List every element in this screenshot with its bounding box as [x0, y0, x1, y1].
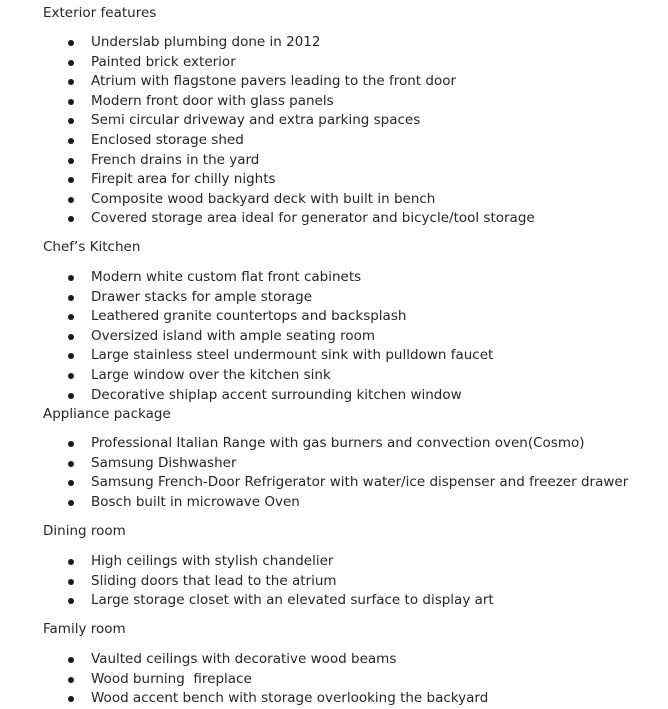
- bullet-icon: [68, 118, 74, 124]
- bullet-icon: [68, 295, 74, 301]
- section-heading-kitchen: Chef’s Kitchen: [43, 239, 141, 255]
- section-heading-dining: Dining room: [43, 523, 126, 539]
- bullet-icon: [68, 373, 74, 379]
- bullet-icon: [68, 275, 74, 281]
- bullet-icon: [68, 334, 74, 340]
- bullet-icon: [68, 158, 74, 164]
- bullet-icon: [68, 677, 74, 683]
- bullet-icon: [68, 79, 74, 85]
- document: Exterior features Underslab plumbing done in 2012 Painted brick exterior Atrium with flagstone pavers leading to the front door Modern front door with glass panels Semi circular driveway and extra parking spaces Enclosed storage shed French drains in the yard Firepit area for chilly nights Composite wood backyard deck with built in bench Covered storage area ideal for generator and bicycle/tool storage Chef’s Kitchen Modern white custom flat front cabinets Drawer stacks for ample storage Leathered granite countertops and backsplash Oversized island with ample seating room Large stainless steel undermount sink with pulldown faucet Large window over the kitchen sink Decorative shiplap accent surrounding kitchen window Appliance package Professional Italian Range with gas burners and convection oven(Cosmo) Samsung Dishwasher Samsung French-Door Refrigerator with water/ice dispenser and freezer drawer Bosch built in microwave Oven Dining room High ceilings with stylish chandelier Sliding doors that lead to the atrium Large storage closet with an elevated surface to display art Family room Vaulted ceilings with decorative wood beams Wood burning fireplace Wood accent bench with storage overlooking the backyard: [43, 5, 629, 707]
- section-heading-exterior: Exterior features: [43, 5, 157, 21]
- bullet-icon: [68, 60, 74, 66]
- bullet-icon: [68, 441, 74, 447]
- bullet-icon: [68, 500, 74, 506]
- section-heading-appliances: Appliance package: [43, 406, 171, 422]
- bullet-icon: [68, 393, 74, 399]
- bullet-icon: [68, 216, 74, 222]
- bullet-icon: [68, 353, 74, 359]
- bullet-icon: [68, 559, 74, 565]
- bullet-icon: [68, 480, 74, 486]
- bullet-icon: [68, 40, 74, 46]
- bullet-icon: [68, 138, 74, 144]
- bullet-icon: [68, 696, 74, 702]
- bullet-icon: [68, 579, 74, 585]
- section-heading-family: Family room: [43, 621, 126, 637]
- bullet-icon: [68, 657, 74, 663]
- bullet-icon: [68, 177, 74, 183]
- bullet-icon: [68, 314, 74, 320]
- bullet-icon: [68, 598, 74, 604]
- bullet-icon: [68, 461, 74, 467]
- bullet-icon: [68, 197, 74, 203]
- bullet-icon: [68, 99, 74, 105]
